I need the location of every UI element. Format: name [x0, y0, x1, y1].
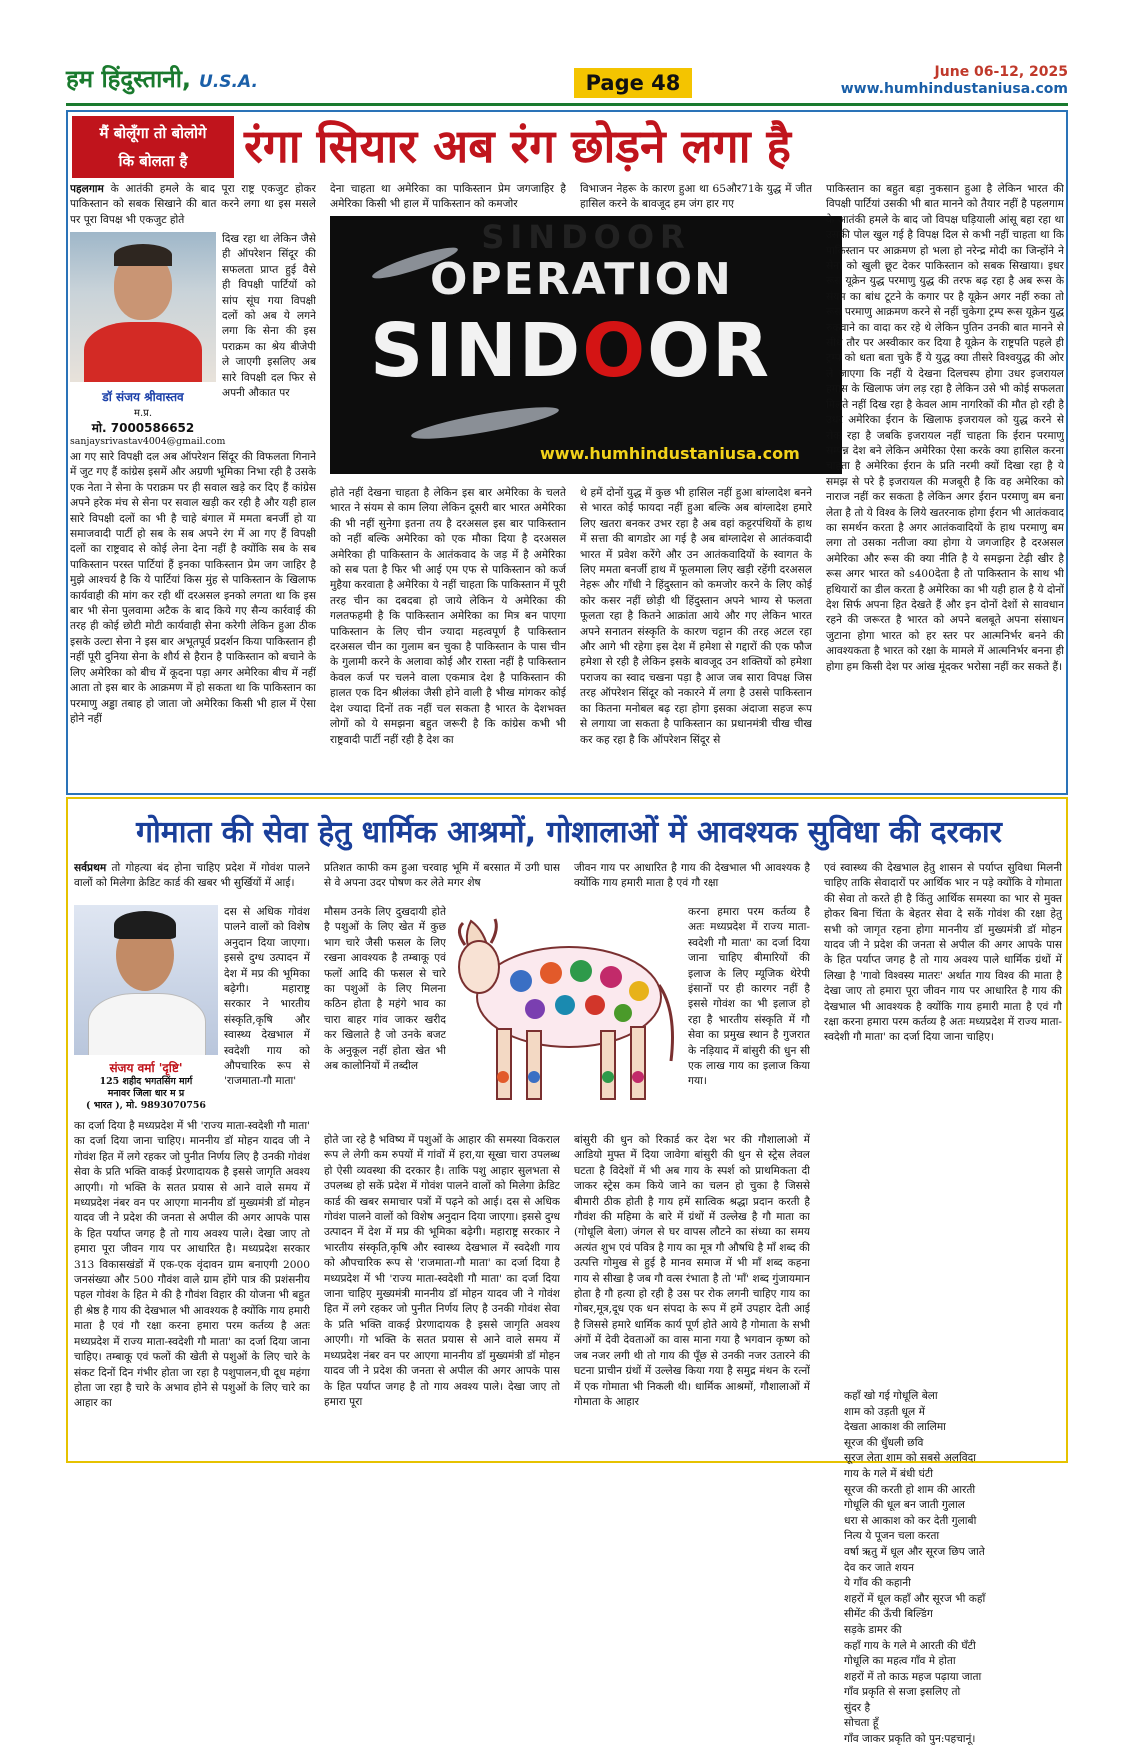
poem-line: ये गाँव की कहानी	[844, 1577, 911, 1590]
poem-line: शहरों में धूल कहाँ और सूरज भी कहाँ	[844, 1592, 986, 1605]
operation-sindoor-poster	[330, 216, 842, 474]
paper-logo	[66, 62, 258, 95]
article1-headline: रंगा सियार अब रंग छोड़ने लगा है	[244, 119, 791, 173]
page-number: Page 48	[574, 68, 692, 98]
article2-col1-bottom: का दर्जा दिया है मध्यप्रदेश में भी 'राज्य माता-स्वदेशी गौ माता' का दर्जा दिया जाना चाहिए। माननीय डॉ मोहन यादव जी ने गोवंश हित में लगे रहकर जो पुनीत निर्णय लिए है उनकी गोवंश सेवा के प्रति भक्ति वाकई प्रेरणादायक है इससे जागृति अवश्य आएगी। गो भक्ति के सतत प्रयास से आने वाले समय में मध्यप्रदेश नंबर वन पर आएगा माननीय डॉ मुख्यमंत्री डॉ मोहन यादव जी ने प्रदेश की जनता से अपील की अगर आपके पास के हित पर्याप्त जगह है तो गाय अवश्य पाले। देखा जाए तो हमारा पूरा जीवन गाय पर आधारित है। मध्यप्रदेश सरकार 313 विकासखंडों में एक-एक वृंदावन ग्राम बनाएगी 2000 जनसंख्या और 500 गौवंश वाले ग्राम होंगे पात्र की प्रशंसनीय पहल गोवंश के हित मे की है गौवंश विहार की योजना भी बहुत ही श्रेष्ठ है गाय की देखभाल भी आवश्यक है क्योंकि गाय हमारी माता है एवं गौ रक्षा करना हमारा परम कर्तव्य है अतः मध्यप्रदेश में राज्य माता-स्वदेशी गौ माता' का दर्जा दिया जाना चाहिए। तम्बाकू एवं फलों की खेती से पशुओं के लिए चारे के संकट दिनों दिन गंभीर होता जा रहा है पशुपालन,घी दूध महंगा होता जा रहा है चारे के अभाव होने से पशुओं के लिए चारे का आहार का	[74, 1120, 310, 1410]
masthead-info	[841, 64, 1068, 98]
poem-line: सुंदर है	[844, 1701, 871, 1714]
poem-line: धरा से आकाश को कर देती गुलाबी	[844, 1514, 977, 1527]
poster-website: www.humhindustaniusa.com	[540, 444, 800, 463]
poem-line: देव कर जाते शयन	[844, 1561, 914, 1574]
poem-line: गाँव प्रकृति से सजा इसलिए तो	[844, 1686, 961, 1699]
poem-line: गाय के गले में बंधी घंटी	[844, 1467, 933, 1480]
poster-word-sindoor: SINDOOR	[370, 308, 771, 394]
author-address-line1: 125 शहीद भगतसिंग मार्ग	[99, 1076, 193, 1087]
author-address-line2: मनावर जिला धार म प्र	[107, 1088, 185, 1099]
article1-lead-word: पहलगाम	[70, 183, 104, 195]
article1-col2-bottom: होते नहीं देखना चाहता है लेकिन इस बार अमेरिका के चलते भारत ने संयम से काम लिया लेकिन दूसरी बार भारत अमेरिका की भी नहीं सुनेगा इतना तय है दरअसल इस बार पाकिस्तान को नहीं बल्कि अमेरिका को एक मौका दिया है दरअसल अमेरिका ही पाकिस्तान के आतंकवाद के जड़ में है अमेरिका को सब पता है फिर भी आई एम एफ से पाकिस्तान को कर्ज मुहैया करवाता है अमेरिका ये नहीं चाहता कि पाकिस्तान में पूरी तरह चीन का दबदबा हो जाये लेकिन ये अमेरिका की गलतफहमी है कि पाकिस्तान अमेरिका का मित्र बन पाएगा पाकिस्तान के लिए चीन ज्यादा महत्वपूर्ण है पाकिस्तान दरअसल चीन का गुलाम बन चुका है पाकिस्तान के पास चीन के गुलामी करने के अलावा कोई और रास्ता नहीं है पाकिस्तान केवल कर्ज पर चलने वाला एकमात्र देश है पाकिस्तान की हालत एक दिन श्रीलंका जैसी होने वाली है भीख मांगकर कोई देश ज्यादा दिनों तक नहीं चल सकता है भारत के देशभक्त लोगों को ये समझना बहुत जरूरी है कि कांग्रेस कभी भी राष्ट्रवादी पार्टी नहीं रही है देश का	[330, 487, 566, 746]
article1-col3-top: विभाजन नेहरू के कारण हुआ था 65और71के युद्ध में जीत हासिल करने के बावजूद हम जंग हार गए	[580, 183, 812, 211]
article1-col3-bottom: थे हमें दोनों युद्ध में कुछ भी हासिल नहीं हुआ बांग्लादेश बनने से भारत कोई फायदा नहीं हुआ बल्कि अब बांग्लादेश हमारे लिए खतरा बनकर उभर रहा है अब वहां कट्टरपंथियों के हाथ में सत्ता की बागडोर आ गई है अब बांग्लादेश से आतंकवादी भारत में प्रवेश करेंगे और उन आतंकवादियों के स्वागत के लिए ममता बनर्जी हाथ में फूलमाला लिए खड़ी रहेंगी दरअसल नेहरू और गाँधी ने हिंदुस्तान को कमजोर करने के लिए कोई कोर कसर नहीं छोड़ी थी हिंदुस्तान अपने भाग्य से फलता फूलता रहा है कितने आक्रांता आये और गए लेकिन भारत अपने सनातन संस्कृति के कारण चट्टान की तरह अटल रहा और आगे भी रहेगा इस देश में हमेशा से गद्दारों की एक फौज हमेशा से रही है लेकिन इसके बावजूद उन शक्तियों को हमेशा पराजय का स्वाद चखना पड़ा है आज जब सारा विपक्ष जिस तरह ऑपरेशन सिंदूर को नकारने में लगा है उससे पाकिस्तान का कितना मनोबल बढ़ रहा होगा इसका अंदाजा सहज रूप से लगाया जा सकता है पाकिस्तान का प्रधानमंत्री चीख चीख कर कह रहा है कि ऑपरेशन सिंदूर से	[580, 487, 812, 746]
author-name: डॉ संजय श्रीवास्तव	[102, 390, 184, 404]
article1-col1-top	[70, 182, 316, 234]
column-tag-line2: कि बोलता है	[118, 152, 188, 170]
article2-col1-top	[74, 861, 310, 905]
article2-col2-beside: मौसम उनके लिए दुखदायी होते है पशुओं के लिए खेत में कुछ भाग चारे जैसी फसल के लिए रखना आवश्यक है तम्बाकू एवं फलों आदि की फसल से चारे का पशुओं के लिए मिलना कठिन होता है महंगे भाव का चारा बाहर गांव जाकर खरीद कर खिलाते है जो उनके बजट के अनुकूल नहीं होता खेत भी अब कालोनियों में तब्दील	[324, 906, 446, 1073]
paper-name: हम हिंदुस्तानी,	[66, 65, 192, 93]
article1-col1-beside: दिख रहा था लेकिन जैसे ही ऑपरेशन सिंदूर की सफलता प्राप्त हुई वैसे ही विपक्षी पार्टियों को सांप सूंघ गया विपक्षी दलों को अब ये लगने लगा कि सेना की इस पराक्रम का श्रेय बीजेपी ले जाएगी इसलिए अब सारे विपक्षी दल फिर से अपनी औकात पर	[222, 233, 316, 400]
article2-col3-top: जीवन गाय पर आधारित है गाय की देखभाल भी आवश्यक है क्योंकि गाय हमारी माता है एवं गौ रक्षा	[574, 862, 810, 890]
poem-line: सीमेंट की ऊँची बिल्डिंग	[844, 1608, 933, 1621]
article-gomata	[66, 797, 1068, 1746]
poem-line: देखता आकाश की लालिमा	[844, 1421, 946, 1434]
masthead	[66, 62, 1068, 102]
poem-line: सड़के डामर की	[844, 1623, 902, 1636]
column-tag	[72, 116, 234, 178]
article2-author-box	[74, 905, 218, 1117]
poem-line: नित्य ये पूजन चला करता	[844, 1530, 940, 1543]
poster-word-operation: OPERATION	[430, 254, 733, 305]
article2-col3-beside: करना हमारा परम कर्तव्य है अतः मध्यप्रदेश में राज्य माता-स्वदेशी गौ माता' का दर्जा दिया जाना चाहिए बीमारियों की इलाज के लिए म्यूजिक थेरेपी इंसानों पर ही कारगर नहीं है इससे गोवंश का भी इलाज हो रहा है भारतीय संस्कृति में गौ सेवा का प्रमुख स्थान है गुजरात के नड़ियाद में बांसुरी की धुन सी एक लाख गाय का इलाज किया गया।	[688, 906, 810, 1088]
kamdhenu-cow-illustration	[451, 901, 681, 1123]
masthead-rule	[66, 103, 1068, 106]
issue-date: June 06-12, 2025	[934, 64, 1068, 80]
poem-line: वर्षा ऋतु में धूल और सूरज छिप जाते	[844, 1545, 985, 1558]
edition-label: U.S.A.	[199, 72, 258, 92]
article1-col2-top: देना चाहता था अमेरिका का पाकिस्तान प्रेम जगजाहिर है अमेरिका किसी भी हाल में पाकिस्तान को कमजोर	[330, 183, 566, 211]
article2-col1-beside: दस से अधिक गोवंश पालने वालों को विशेष अनुदान दिया जाएगा। इससे दुग्ध उत्पादन में देश में मप्र की भूमिका बढ़ेगी। महाराष्ट्र सरकार ने भारतीय संस्कृति,कृषि और स्वास्थ्य देखभाल में स्वदेशी गाय को औपचारिक रूप से 'राजमाता-गौ माता'	[224, 906, 310, 1088]
author-address-line3: ( भारत ), मो. 9893070756	[86, 1100, 206, 1111]
article2-col2-bottom: होते जा रहे है भविष्य में पशुओं के आहार की समस्या विकराल रूप ले लेगी कम रुपयों में गांवों में हरा,या सूखा चारा उपलब्ध हो ऐसी व्यवस्था की दरकार है। ताकि पशु आहार सुलभता से उपलब्ध हो सकें प्रदेश में गोवंश पालने वालों को मिलेगा क्रेडिट कार्ड की खबर समाचार पत्रों में पढ़ने को आई। दस से अधिक गोवंश पालने वालों को विशेष अनुदान दिया जाएगा। इससे दुग्ध उत्पादन में देश में मप्र की भूमिका बढ़ेगी। महाराष्ट्र सरकार ने भारतीय संस्कृति,कृषि और स्वास्थ्य देखभाल में स्वदेशी गाय को औपचारिक रूप से 'राजमाता-गौ माता' का दर्जा दिया है मध्यप्रदेश में भी 'राज्य माता-स्वदेशी गौ माता' का दर्जा दिया जाना चाहिए मुख्यमंत्री माननीय डॉ मोहन यादव जी ने गोवंश हित में लगे रहकर जो पुनीत निर्णय लिए है उनकी गोवंश सेवा के प्रति भक्ति वाकई प्रेरणादायक है इससे जागृति अवश्य आएगी। गो भक्ति के सतत प्रयास से आने वाले समय में मध्यप्रदेश नंबर वन पर आएगा माननीय डॉ मुख्यमंत्री डॉ मोहन यादव जी ने प्रदेश की जनता से अपील की अगर आपके पास के हित पर्याप्त जगह है तो गाय अवश्य पाले। देखा जाए तो हमारा पूरा	[324, 1134, 560, 1408]
author-mobile: मो. 7000586652	[91, 421, 195, 435]
article1-col1-bottom: आ गए सारे विपक्षी दल अब ऑपरेशन सिंदूर की विफलता गिनाने में जुट गए हैं कांग्रेस इसमें और अग्रणी भूमिका निभा रही है उसके एक नेता ने सेना के पराक्रम पर ही सवाल खड़े कर दिए हैं कांग्रेस अपने हरेक मंच से सेना पर सवाल खड़ी कर रही है और यही हाल सारे विपक्षी दलों का भी है चाहे बंगाल में ममता बनर्जी हो या समाजवादी पार्टी हो सब के सब अपने रंग में आ गए हैं विपक्षी दलों का राष्ट्रवाद से कोई लेना देना नहीं है क्योंकि सब के सब पाकिस्तान परस्त पार्टियां हैं इनका पाकिस्तान प्रेम जग जाहिर है मुझे आश्चर्य है कि ये पार्टियां किस मुंह से पाकिस्तान के खिलाफ कार्यवाही की मांग कर रही थीं दरअसल इनको लगता था कि इस बार भी सेना पुलवामा अटैक के बाद किये गए सैन्य कार्रवाई की तरह ही कोई छोटी मोटी कार्यवाही सेना करेगी लेकिन हुआ ठीक इसके उल्टा सेना ने इस बार अभूतपूर्व प्रदर्शन किया पाकिस्तान ही नहीं पूरी दुनिया सेना के शौर्य से हैरान है पाकिस्तान को बचाने के लिए अमेरिका को बीच में कूदना पड़ा अगर अमेरिका बीच में नहीं आता तो इस बार के आक्रमण में हो सकता था कि पाकिस्तान का परमाणु अड्डा तबाह हो जाता जो अमेरिका किसी भी हाल में ऐसा होने नहीं	[70, 451, 316, 725]
article1-col4: पाकिस्तान का बहुत बड़ा नुकसान हुआ है लेकिन भारत की विपक्षी पार्टियां उसकी भी बात मानने को तैयार नहीं है पहलगाम के आतंकी हमले के बाद जो विपक्ष घड़ियाली आंसू बहा रहा था उसकी पोल खुल गई है विपक्ष दिल से कभी नहीं चाहता था कि पाकिस्तान पर आक्रमण हो भला हो नरेन्द्र मोदी का जिन्होंने ने सेना को खुली छूट देकर पाकिस्तान को सबक सिखाया। इधर रूस यूक्रेन युद्ध परमाणु युद्ध की तरफ बढ़ रहा है अब रूस के संयम का बांध टूटने के कगार पर है यूक्रेन अगर नहीं रुका तो रूस परमाणु आक्रमण करने से नहीं चुकेगा ट्रम्प रूस यूक्रेन युद्ध रुकवाने का वादा कर रहे थे लेकिन पुतिन उनकी बात मानने से सीधे तौर पर अस्वीकार कर दिया है यूक्रेन के राष्ट्रपति पहले ही ट्रम्प को धता बता चुके हैं ये युद्ध क्या तीसरे विश्वयुद्ध की ओर ले जाएगा कि नहीं ये देखना दिलचस्प होगा उधर इजरायल हमास के खिलाफ जंग लड़ रहा है लेकिन उसे भी कोई सफलता मिलते नहीं दिख रहा है केवल आम नागरिकों की मौत हो रही है उधर अमेरिका ईरान के खिलाफ इजरायल को युद्ध करने से रोक रहा है जबकि इजरायल नहीं चाहता कि ईरान परमाणु सम्पन्न देश बने लेकिन अमेरिका ऐसा करके क्या हासिल करना चाहता है अमेरिका ईरान के प्रति नरमी क्यों दिखा रहा है ये समझ से परे है इजरायल की मजबूरी है कि वह अमेरिका को नाराज नहीं कर सकता है लेकिन अगर ईरान परमाणु बम बना लेता है तो ये विश्व के लिये खतरनाक होगा ईरान भी आतंकवाद का समर्थन करता है अगर आतंकवादियों के हाथ परमाणु बम लगा तो उसका नतीजा क्या होगा ये जगजाहिर है दरअसल अमेरिका और रूस की क्या नीति है ये समझना टेढ़ी खीर है रूस अगर भारत को s400देता है तो पाकिस्तान के साथ भी हथियारों का डील करता है अमेरिका का भी यही हाल है ये दोनों देश सिर्फ अपना हित देखते हैं और इन दोनों देशों से सावधान रहने की जरूरत है भारत को अपने बलबूते अपना संसाधन जुटाना होगा भारत को हर स्तर पर आत्मनिर्भर बनने की आवश्यकता है भारत को रक्षा के मामले में आत्मनिर्भर बनना ही होगा हम किसी देश पर आंख मूंदकर भरोसा नहीं कर सकते हैं।	[826, 183, 1064, 673]
cow-deities-icon	[451, 901, 681, 1123]
poem-line: गोधूलि की धूल बन जाती गुलाल	[844, 1499, 965, 1512]
website-link[interactable]: www.humhindustaniusa.com	[840, 81, 1068, 97]
author-email[interactable]: sanjaysrivastav4004@gmail.com	[70, 436, 226, 447]
poem-line: सूरज लेता शाम को सबसे अलविदा	[844, 1452, 976, 1465]
poem-line: गाँव जाकर प्रकृति को पुन:पहचानूं।	[844, 1733, 976, 1746]
article-operation-sindoor	[66, 110, 1068, 795]
poem-line: कहाँ गाय के गले मे आरती की घँटी	[844, 1639, 976, 1652]
author-place: म.प्र.	[133, 408, 153, 419]
poster-bg-text: SINDOOR	[481, 218, 691, 256]
article2-col1-top-text: तो गोहत्या बंद होना चाहिए प्रदेश में गोवंश पालने वालों को मिलेगा क्रेडिट कार्ड की खबर भी सुर्खियों में आई।	[74, 862, 310, 890]
article2-col3-bottom: बांसुरी की धुन को रिकार्ड कर देश भर की गौशालाओ में आडियो मुफ्त में दिया जावेगा बांसुरी की धुन से स्ट्रेस लेवल घटता है विदेशों में भी अब गाय के स्पर्श को प्राथमिकता दी जाकर स्ट्रेस कम किये जाने का चलन हो चुका है जिससे बीमारी ठीक होती है गाय हमें सात्विक श्रद्धा प्रदान करती है गौवंश की महिमा के बारे में ग्रंथों में उल्लेख है गौ माता का (गोधूलि बेला) जंगल से घर वापस लौटने का संध्या का समय अत्यंत शुभ एवं पवित्र है गाय का मूत्र गौ औषधि है माँ शब्द की उत्पत्ति गोमुख से हुई है मानव समाज में भी माँ शब्द कहना गाय से सीखा है जब गौ वत्स रंभाता है तो 'माँ' शब्द गुंजायमान होता है गौ हत्या हो रही है उस पर रोक लगनी चाहिए गाय का गोबर,मूत्र,दूध एक धन संपदा के रूप में हमें उपहार देती आई है जिससे हमारे धार्मिक कार्य पूर्ण होते आये है गोमाता के सभी अंगों में देवी देवताओं का वास माना गया है भगवान कृष्ण को जब नजर लगी थी तो गाय की पूँछ से उनकी नजर उतारने की घटना प्राचीन ग्रंथों में उल्लेख किया गया है समुद्र मंथन के रत्नों में एक गोमाता भी निकली थी। धार्मिक आश्रमों, गौशालाओं में गोमाता के आहार	[574, 1134, 810, 1408]
godhuli-poem	[844, 1389, 1064, 1748]
sindoor-bowl-icon: O	[582, 308, 648, 394]
poem-line: गोधूलि का महत्व गाँव मे होता	[844, 1655, 956, 1668]
poem-line: शाम को उड़ती धूल में	[844, 1405, 925, 1418]
article2-lead-word: सर्वप्रथम	[74, 862, 107, 874]
poem-line: सूरज की धुँधली छवि	[844, 1436, 924, 1449]
column-tag-line1: मैं बोलूँगा तो बोलोगे	[99, 124, 207, 142]
poem-line: कहाँ खो गई गोधूलि बेला	[844, 1390, 938, 1402]
author-photo	[70, 232, 216, 382]
article2-col4: एवं स्वास्थ्य की देखभाल हेतु शासन से पर्याप्त सुविधा मिलनी चाहिए ताकि सेवादारों पर आर्थिक भार न पड़े क्योंकि वे गोमाता की सेवा तो करते ही है किंतु आर्थिक समस्या का भार से मुक्त होकर बिना चिंता के बेहतर सेवा दे सकें गोवंश की रक्षा हेतु सभी को जागृत रहना होगा माननीय डॉ मुख्यमंत्री डॉ मोहन यादव जी ने प्रदेश की जनता से अपील की अगर आपके पास के हित पर्याप्त जगह है तो गाय अवश्य पाले धार्मिक ग्रंथों में लिखा है 'गावो विश्वस्य मातरः' अर्थात गाय विश्व की माता है देखा जाए तो हमारा पूरा जीवन गाय पर आधारित है गाय की देखभाल भी आवश्यक है क्योंकि गाय हमारी माता है एवं गौ रक्षा करना हमारा परम कर्तव्य है अतः मध्यप्रदेश में राज्य माता-स्वदेशी गौ माता' का दर्जा दिया जाना चाहिए।	[824, 862, 1062, 1044]
poem-line: सोचता हूँ	[844, 1717, 879, 1730]
poem-line: सूरज की करती हो शाम की आरती	[844, 1483, 976, 1496]
article2-headline: गोमाता की सेवा हेतु धार्मिक आश्रमों, गोशालाओं में आवश्यक सुविधा की दरकार	[136, 815, 1002, 850]
fighter-jet-icon	[410, 401, 561, 445]
article1-col1-top-text: के आतंकी हमले के बाद पूरा राष्ट्र एकजुट होकर पाकिस्तान को सबक सिखाने की बात करने लगा था इस मसले पर पूरा विपक्ष भी एकजुट होते	[70, 183, 316, 226]
article2-col2-top: प्रतिशत काफी कम हुआ चरवाह भूमि में बरसात में उगी घास से वे अपना उदर पोषण कर लेते मगर शेष	[324, 862, 560, 890]
poem-line: शहरों में तो काऊ महज पढ़ाया जाता	[844, 1670, 982, 1683]
author-photo	[74, 905, 218, 1055]
author-name: संजय वर्मा 'दृष्टि'	[109, 1061, 183, 1075]
